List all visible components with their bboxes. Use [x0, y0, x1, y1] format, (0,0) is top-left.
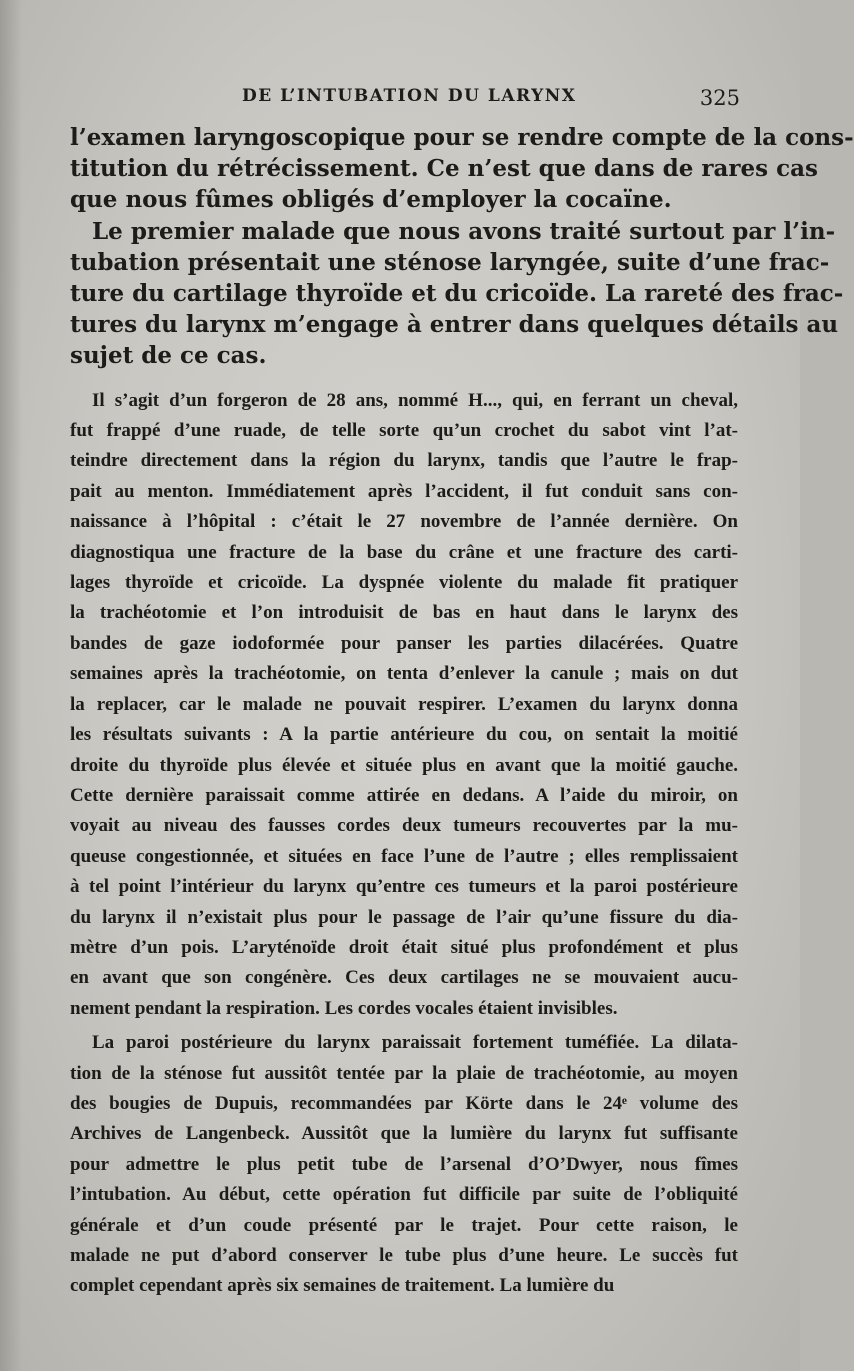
text-line: lages thyroïde et cricoïde. La dyspnée violente du malade fit pratiquer [70, 572, 738, 594]
text-line: l’examen laryngoscopique pour se rendre compte de la cons- [70, 124, 854, 151]
text-line: voyait au niveau des fausses cordes deux tumeurs recouvertes par la mu- [70, 815, 738, 837]
paragraph [70, 1028, 738, 1302]
text-line: des bougies de Dupuis, recommandées par Körte dans le 24ᵉ volume des [70, 1092, 738, 1114]
paragraph [70, 216, 844, 372]
text-line: en avant que son congénère. Ces deux cartilages ne se mouvaient aucu- [70, 967, 738, 989]
page-number: 325 [699, 86, 740, 110]
text-line: l’intubation. Au début, cette opération fut difficile par suite de l’obliquité [70, 1184, 738, 1206]
text-line: naissance à l’hôpital : c’était le 27 novembre de l’année dernière. On [70, 511, 738, 533]
text-line: diagnostiqua une fracture de la base du crâne et une fracture des carti- [70, 541, 738, 563]
text-line: tion de la sténose fut aussitôt tentée par la plaie de trachéotomie, au moyen [70, 1062, 738, 1084]
text-line: titution du rétrécissement. Ce n’est que dans de rares cas [70, 155, 818, 183]
text-line: mètre d’un pois. L’aryténoïde droit était situé plus profondément et plus [70, 936, 738, 958]
section-gap [70, 372, 738, 386]
text-line: ture du cartilage thyroïde et du cricoïde. La rareté des frac- [70, 280, 844, 308]
text-line: complet cependant après six semaines de traitement. La lumière du [70, 1275, 615, 1297]
text-line: bandes de gaze iodoformée pour panser les parties dilacérées. Quatre [70, 632, 738, 654]
text-line: les résultats suivants : A la partie antérieure du cou, on sentait la moitié [70, 724, 738, 746]
text-line: Le premier malade que nous avons traité surtout par l’in- [92, 217, 836, 245]
paragraph [70, 122, 854, 216]
text-line: Il s’agit d’un forgeron de 28 ans, nommé H..., qui, en ferrant un cheval, [92, 389, 738, 411]
text-line: nement pendant la respiration. Les cordes vocales étaient invisibles. [70, 997, 618, 1019]
text-line: à tel point l’intérieur du larynx qu’entre ces tumeurs et la paroi postérieure [70, 876, 738, 898]
body-text [70, 122, 854, 1302]
text-line: fut frappé d’une ruade, de telle sorte qu’un crochet du sabot vint l’at- [70, 420, 738, 442]
paragraph [70, 386, 738, 1025]
text-line: teindre directement dans la région du larynx, tandis que l’autre le frap- [70, 450, 738, 472]
page-header [70, 86, 740, 116]
text-line: semaines après la trachéotomie, on tenta d’enlever la canule ; mais on dut [70, 663, 738, 685]
text-line: sujet de ce cas. [70, 342, 267, 370]
text-line: la replacer, car le malade ne pouvait respirer. L’examen du larynx donna [70, 693, 738, 715]
text-line: générale et d’un coude présenté par le trajet. Pour cette raison, le [70, 1214, 738, 1236]
text-line: la trachéotomie et l’on introduisit de bas en haut dans le larynx des [70, 602, 738, 624]
text-line: pait au menton. Immédiatement après l’accident, il fut conduit sans con- [70, 480, 738, 502]
running-title: DE L’INTUBATION DU LARYNX [242, 86, 577, 106]
text-line: pour admettre le plus petit tube de l’arsenal d’O’Dwyer, nous fîmes [70, 1153, 738, 1175]
page-edge-shadow [0, 0, 22, 1371]
text-line: La paroi postérieure du larynx paraissait fortement tuméfiée. La dilata- [92, 1032, 738, 1054]
text-line: queuse congestionnée, et situées en face l’une de l’autre ; elles remplissaient [70, 845, 738, 867]
text-line: tubation présentait une sténose laryngée, suite d’une frac- [70, 248, 830, 276]
text-line: Cette dernière paraissait comme attirée en dedans. A l’aide du miroir, on [70, 784, 738, 806]
text-line: que nous fûmes obligés d’employer la cocaïne. [70, 186, 672, 214]
text-line: tures du larynx m’engage à entrer dans quelques détails au [70, 311, 839, 339]
text-line: Archives de Langenbeck. Aussitôt que la lumière du larynx fut suffisante [70, 1123, 738, 1145]
text-line: droite du thyroïde plus élevée et située plus en avant que la moitié gauche. [70, 754, 738, 776]
text-line: malade ne put d’abord conserver le tube plus d’une heure. Le succès fut [70, 1245, 738, 1266]
text-line: du larynx il n’existait plus pour le passage de l’air qu’une fissure du dia- [70, 906, 738, 928]
